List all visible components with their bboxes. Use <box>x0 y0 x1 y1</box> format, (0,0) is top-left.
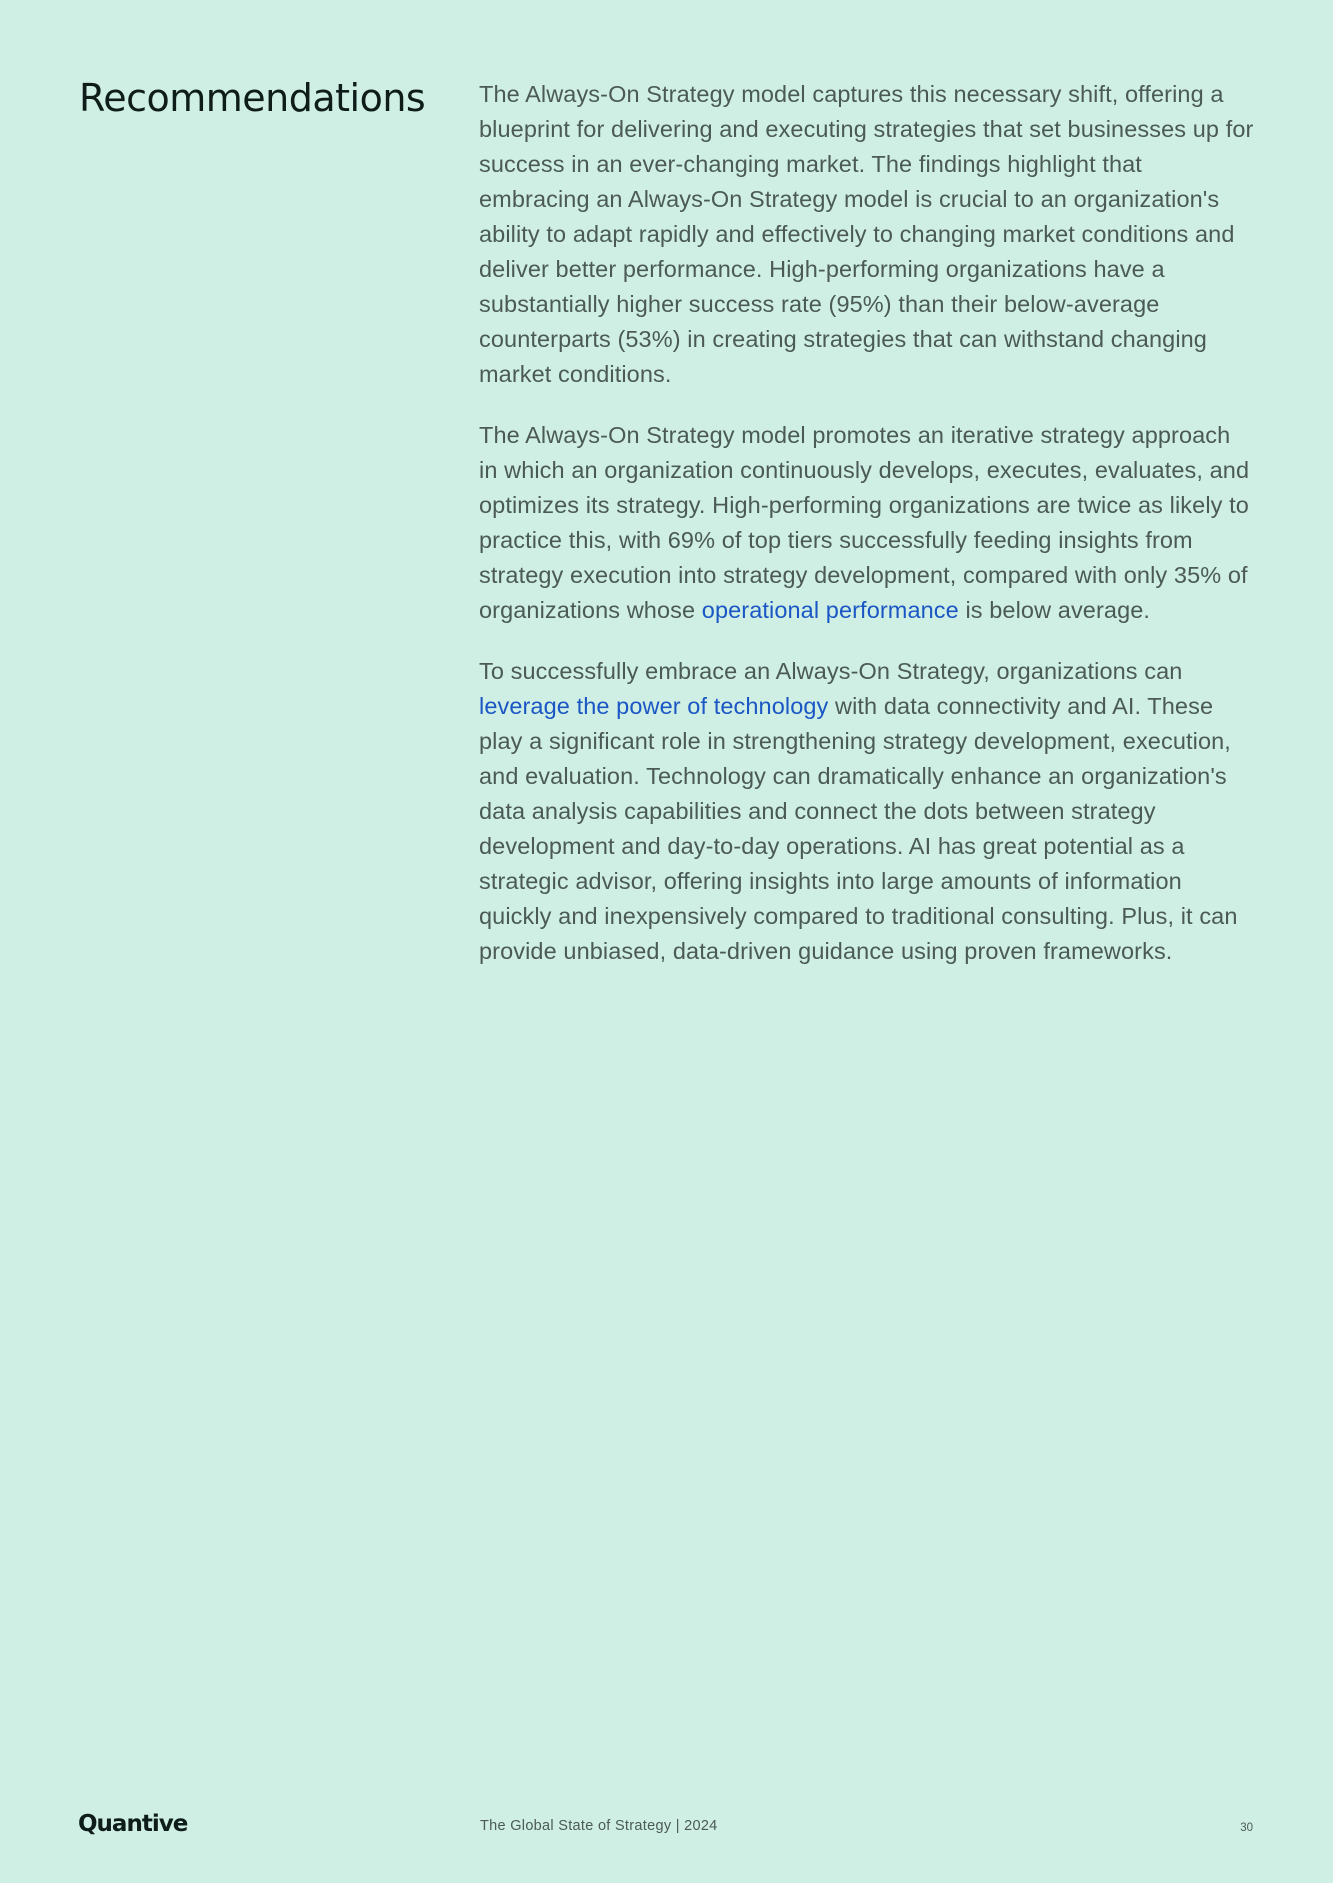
page-number: 30 <box>1240 1822 1253 1834</box>
paragraph-2 <box>479 418 1255 628</box>
operational-performance-link[interactable]: operational performance <box>701 597 959 623</box>
quantive-logo: Quantive <box>78 1811 188 1837</box>
paragraph-2-text-start: The Always-On Strategy model promotes an iterative strategy approach in which an organization continuously develops, executes, evaluates, and optimizes its strategy. High-performing organizations are twice as likely to practice this, with 69% of top tiers successfully feeding insights from strategy execution into strategy development, compared with only 35% of organizations whose <box>479 422 1250 623</box>
paragraph-2-text-end: is below average. <box>958 597 1151 623</box>
technology-link[interactable]: leverage the power of technology <box>479 693 829 719</box>
paragraph-1: The Always-On Strategy model captures this necessary shift, offering a blueprint for delivering and executing strategies that set businesses up for success in an ever-changing market. The findings highlight that embracing an Always-On Strategy model is crucial to an organization's ability to adapt rapidly and effectively to changing market conditions and deliver better performance. High-performing organizations have a substantially higher success rate (95%) than their below-average counterparts (53%) in creating strategies that can withstand changing market conditions. <box>479 81 1254 387</box>
paragraph-3-text-end: with data connectivity and AI. These play a significant role in strengthening strategy development, execution, and evaluation. Technology can dramatically enhance an organization's data analysis capabilities and connect the dots between strategy development and day-to-day operations. AI has great potential as a strategic advisor, offering insights into large amounts of information quickly and inexpensively compared to traditional consulting. Plus, it can provide unbiased, data-driven guidance using proven frameworks. <box>479 693 1238 964</box>
body-text <box>479 77 1255 995</box>
page-title: Recommendations <box>79 76 426 120</box>
paragraph-3 <box>479 654 1255 969</box>
footer-title: The Global State of Strategy | 2024 <box>480 1818 718 1834</box>
paragraph-3-text-start: To successfully embrace an Always-On Strategy, organizations can <box>479 658 1183 684</box>
